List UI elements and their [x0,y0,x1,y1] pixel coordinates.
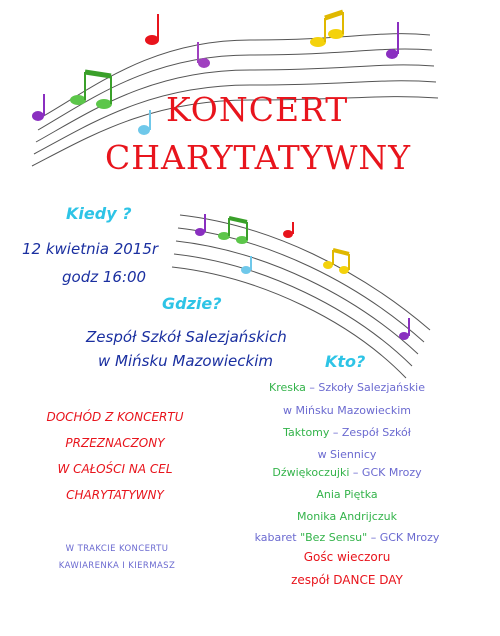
performer-line [232,466,462,479]
performer-detail: – Szkoły Salezjańskie [305,381,426,394]
purple-note-right-icon [386,22,398,59]
where-label: Gdzie? [162,294,222,313]
violet-note-icon [198,42,210,68]
yellow-note-icon [310,12,344,47]
red-note-2-icon [283,222,293,238]
performer-name: Monika Andrijczuk [297,510,397,523]
performer-line [232,510,462,523]
extras-line: W TRAKCIE KONCERTU [65,544,169,554]
performer-detail: – GCK Mrozy [349,466,422,479]
red-note-icon [145,14,159,45]
performer-detail: w Siennicy [317,448,377,461]
performer-line [232,488,462,501]
venue-line-2: w Mińsku Mazowieckim [98,352,273,370]
purple-note-3-icon [399,318,409,340]
title-line-1: KONCERT [166,90,349,129]
extras-line: KAWIARENKA I KIERMASZ [58,561,176,571]
performer-line [232,531,462,544]
donation-line: DOCHÓD Z KONCERTU [46,410,184,424]
yellow-note-2-icon [323,250,349,274]
extras-note [37,541,197,575]
when-label: Kiedy ? [66,204,132,223]
performer-name: "Bez Sensu" [300,531,368,544]
venue-line-1: Zespół Szkół Salezjańskich [86,328,287,346]
guest-label: Gośc wieczoru [303,550,391,564]
event-date: 12 kwietnia 2015r [22,240,159,258]
who-label: Kto? [325,352,366,371]
performer-line [232,381,462,394]
performer-detail: – Zespół Szkół [329,426,411,439]
performer-name: Dźwiękoczujki [272,466,350,479]
purple-note-icon [32,94,44,121]
performer-name: Kreska [268,381,306,394]
guest-band: zespół DANCE DAY [291,573,403,587]
performer-line [232,404,462,417]
event-time: godz 16:00 [62,268,147,286]
donation-note [20,404,210,508]
donation-line: CHARYTATYWNY [66,488,164,502]
performer-detail: w Mińsku Mazowieckim [283,404,411,417]
performer-prefix: kabaret [254,531,301,544]
blue-note-2-icon [241,256,251,274]
title-line-2: CHARYTATYWNY [105,138,412,177]
performer-line [232,426,462,439]
performer-line [232,448,462,461]
donation-line: W CAŁOŚCI NA CEL [57,462,173,476]
performer-name: Ania Piętka [316,488,378,501]
donation-line: PRZEZNACZONY [65,436,165,450]
performer-name: Taktomy [283,426,330,439]
performer-detail: – GCK Mrozy [367,531,440,544]
